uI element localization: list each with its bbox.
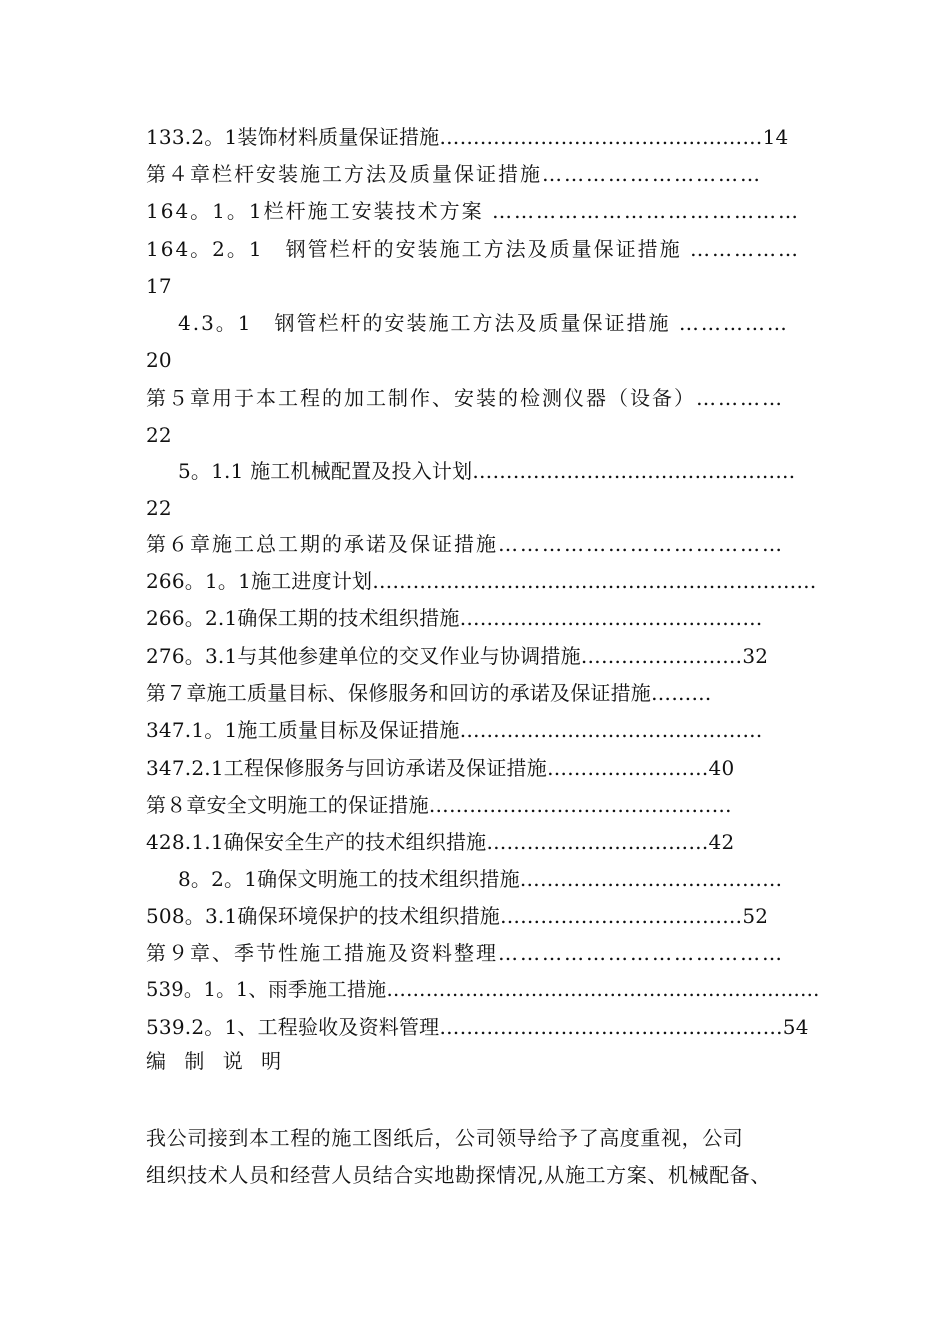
- toc-entry: 133.2。1装饰材料质量保证措施…………………………………………14: [146, 125, 789, 149]
- toc-entry: 539.2。1、工程验收及资料管理……………………………………………54: [146, 1015, 809, 1039]
- toc-page-number: 22: [146, 423, 172, 447]
- toc-page-number: 17: [146, 274, 172, 298]
- toc-entry: 5。1.1 施工机械配置及投入计划…………………………………………: [178, 459, 796, 483]
- toc-entry: 第５章用于本工程的加工制作、安装的检测仪器（设备）…………: [146, 386, 784, 410]
- paragraph-line: 组织技术人员和经营人员结合实地勘探情况,从施工方案、机械配备、: [146, 1163, 771, 1187]
- toc-entry: 266。2.1确保工期的技术组织措施………………………………………: [146, 606, 763, 630]
- toc-entry: 428.1.1确保安全生产的技术组织措施……………………………42: [146, 830, 735, 854]
- toc-entry: 第９章、季节性施工措施及资料整理…………………………………: [146, 941, 784, 965]
- toc-entry: 第７章施工质量目标、保修服务和回访的承诺及保证措施………: [146, 681, 712, 705]
- toc-entry: 347.2.1工程保修服务与回访承诺及保证措施……………………40: [146, 756, 735, 780]
- toc-entry: 164。2。1 钢管栏杆的安装施工方法及质量保证措施 ……………: [146, 237, 800, 261]
- toc-entry: 266。1。1施工进度计划…………………………………………………………: [146, 569, 817, 593]
- toc-entry: 276。3.1与其他参建单位的交叉作业与协调措施……………………32: [146, 644, 769, 668]
- toc-entry: 8。2。1确保文明施工的技术组织措施…………………………………: [178, 867, 783, 891]
- toc-entry: 第６章施工总工期的承诺及保证措施…………………………………: [146, 532, 784, 556]
- toc-page-number: 20: [146, 348, 172, 372]
- toc-entry: 347.1。1施工质量目标及保证措施………………………………………: [146, 718, 763, 742]
- section-heading: 编 制 说 明: [146, 1049, 288, 1073]
- toc-entry: 4.3。1 钢管栏杆的安装施工方法及质量保证措施 ……………: [178, 311, 789, 335]
- toc-page-number: 22: [146, 496, 172, 520]
- toc-entry: 第８章安全文明施工的保证措施………………………………………: [146, 793, 732, 817]
- toc-entry: 164。1。1栏杆施工安装技术方案 ……………………………………: [146, 199, 800, 223]
- toc-entry: 539。1。1、雨季施工措施…………………………………………………………: [146, 978, 820, 1001]
- toc-entry: 第４章栏杆安装施工方法及质量保证措施…………………………: [146, 162, 762, 186]
- toc-entry: 508。3.1确保环境保护的技术组织措施………………………………52: [146, 904, 769, 928]
- paragraph-line: 我公司接到本工程的施工图纸后，公司领导给予了高度重视，公司: [146, 1126, 744, 1150]
